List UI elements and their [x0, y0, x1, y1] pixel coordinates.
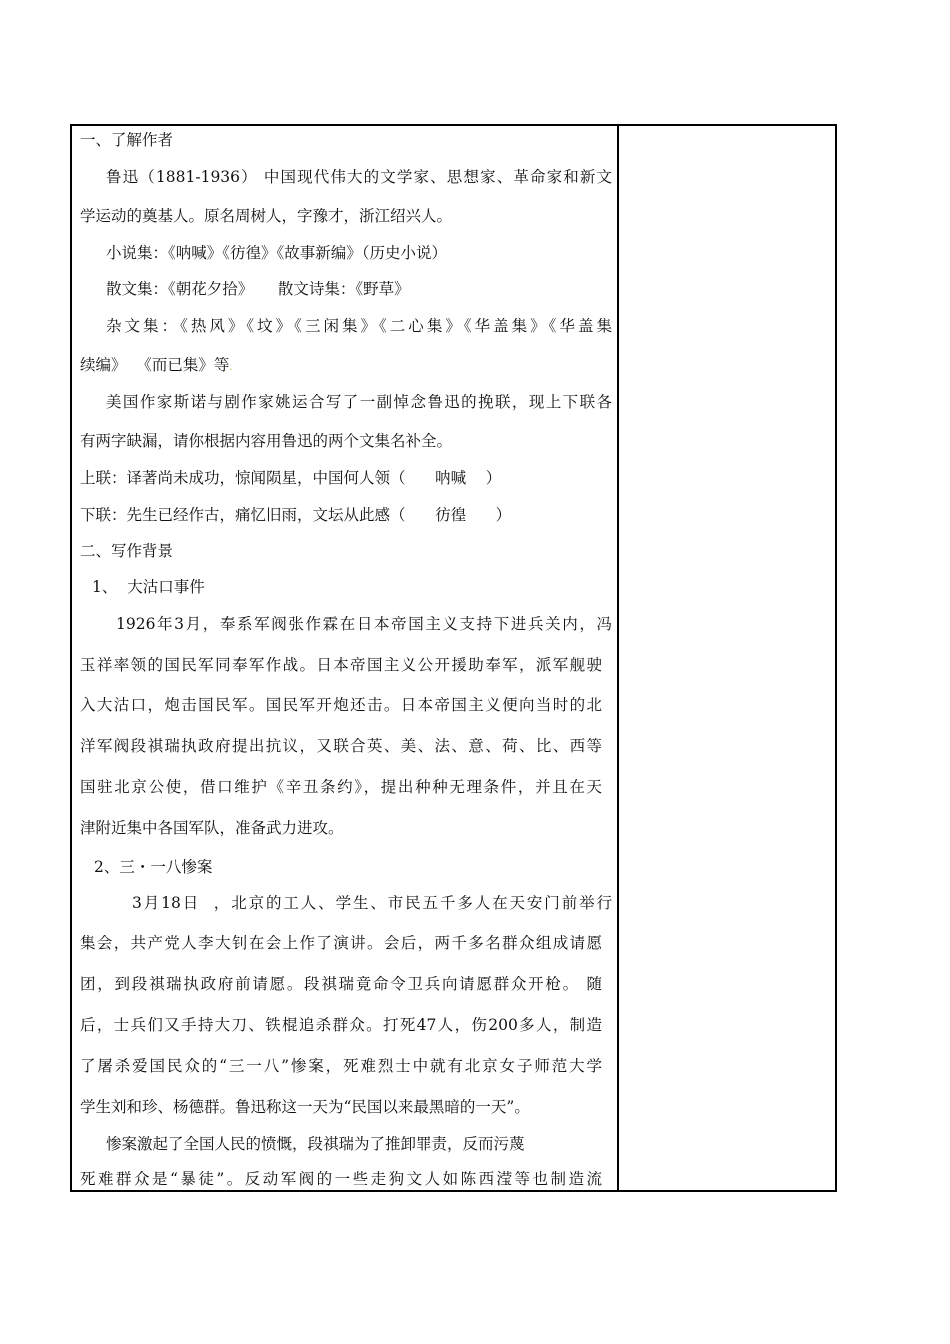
- aftermath-line-2: 死难群众是“暴徒”。反动军阀的一些走狗文人如陈西滢等也制造流: [80, 1170, 602, 1188]
- aftermath-line-1: 惨案激起了全国人民的愤慨，段祺瑞为了推卸罪责，反而污蔑: [106, 1135, 525, 1153]
- massacre-text-line: 学生刘和珍、杨德群。鲁迅称这一天为“民国以来最黑暗的一天”。: [80, 1098, 530, 1116]
- section-heading-background: 二、写作背景: [80, 542, 174, 560]
- column-divider: [617, 126, 619, 1190]
- section-heading-author: 一、了解作者: [80, 131, 174, 149]
- lower-couplet: 下联：先生已经作古，痛忆旧雨，文坛从此感（ 彷徨 ）: [80, 506, 512, 524]
- subsection-dagukou-title: 1、 大沽口事件: [92, 578, 205, 596]
- novel-collections: 小说集：《呐喊》《彷徨》《故事新编》（历史小说）: [106, 244, 448, 262]
- author-bio-line-2: 学运动的奠基人。原名周树人，字豫才，浙江绍兴人。: [80, 207, 453, 225]
- dagukou-text-line: 洋军阀段祺瑞执政府提出抗议，又联合英、美、法、意、荷、比、西等: [80, 737, 602, 755]
- lesson-table: [70, 124, 837, 1192]
- massacre-text-line: 后，士兵们又手持大刀、铁棍追杀群众。打死47人，伤200多人，制造: [80, 1016, 602, 1034]
- essay-collections: 散文集：《朝花夕拾》 散文诗集：《野草》: [106, 280, 410, 298]
- upper-couplet: 上联：译著尚未成功，惊闻陨星，中国何人领（ 呐喊 ）: [80, 469, 502, 487]
- couplet-intro-line-2: 有两字缺漏，请你根据内容用鲁迅的两个文集名补全。: [80, 432, 453, 450]
- dagukou-text-line: 津附近集中各国军队，准备武力进攻。: [80, 819, 344, 837]
- massacre-text-line: 了屠杀爱国民众的“三一八”惨案，死难烈士中就有北京女子师范大学: [80, 1057, 602, 1075]
- content-cell: [80, 126, 614, 1190]
- subsection-318-title: 2、三・一八惨案: [94, 858, 213, 876]
- dagukou-text-line: 国驻北京公使，借口维护《辛丑条约》，提出种种无理条件，并且在天: [80, 778, 602, 796]
- notes-cell: [620, 126, 835, 1190]
- massacre-text-line: 团，到段祺瑞执政府前请愿。段祺瑞竟命令卫兵向请愿群众开枪。 随: [80, 975, 602, 993]
- zawen-collections-line-1: 杂文集：《热风》《坟》《三闲集》《二心集》《华盖集》《华盖集: [106, 317, 612, 335]
- dagukou-text-line: 1926年3月，奉系军阀张作霖在日本帝国主义支持下进兵关内，冯: [116, 615, 612, 633]
- dagukou-text-line: 玉祥率领的国民军同奉军作战。日本帝国主义公开援助奉军，派军舰驶: [80, 656, 602, 674]
- massacre-text-line: 集会，共产党人李大钊在会上作了演讲。会后，两千多名群众组成请愿: [80, 934, 602, 952]
- dagukou-text-line: 入大沽口，炮击国民军。国民军开炮还击。日本帝国主义便向当时的北: [80, 696, 602, 714]
- zawen-collections-line-2: 续编》 《而已集》等.: [80, 356, 233, 374]
- author-bio-line-1: 鲁迅（1881-1936） 中国现代伟大的文学家、思想家、革命家和新文: [106, 168, 612, 186]
- massacre-text-line: 3月18日 ，北京的工人、学生、市民五千多人在天安门前举行: [132, 894, 612, 912]
- couplet-intro-line-1: 美国作家斯诺与剧作家姚运合写了一副悼念鲁迅的挽联，现上下联各: [106, 393, 612, 411]
